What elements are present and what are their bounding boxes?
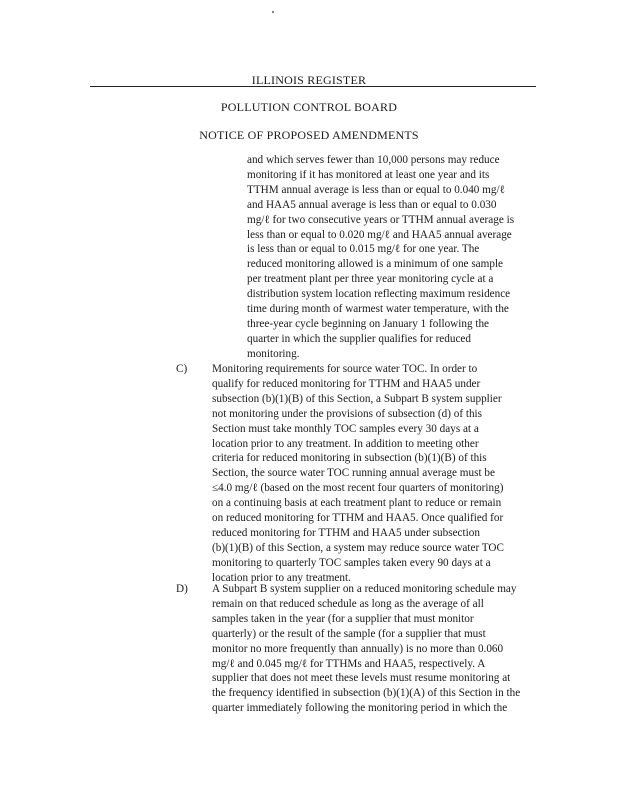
- item-d-paragraph: [212, 582, 542, 716]
- text-line: subsection (b)(1)(B) of this Section, a Subpart B system supplier: [212, 392, 502, 405]
- text-line: monitoring to quarterly TOC samples taken every 90 days at a: [212, 556, 491, 569]
- text-line: location prior to any treatment. In addition to meeting other: [212, 437, 479, 450]
- item-c-paragraph: [212, 362, 542, 586]
- text-line: distribution system location reflecting maximum residence: [247, 288, 511, 301]
- text-line: on reduced monitoring for TTHM and HAA5. Once qualified for: [212, 512, 504, 525]
- text-line: is less than or equal to 0.015 mg/ℓ for one year. The: [247, 243, 480, 256]
- notice-heading: NOTICE OF PROPOSED AMENDMENTS: [199, 128, 419, 142]
- text-line: and HAA5 annual average is less than or equal to 0.030: [247, 198, 497, 211]
- text-line: three-year cycle beginning on January 1 following the: [247, 317, 490, 330]
- text-line: A Subpart B system supplier on a reduced monitoring schedule may: [212, 583, 517, 595]
- text-line: monitor no more frequently than annually) is no more than 0.060: [212, 642, 504, 655]
- text-line: TTHM annual average is less than or equal to 0.040 mg/ℓ: [247, 183, 505, 196]
- text-line: not monitoring under the provisions of subsection (d) of this: [212, 407, 483, 420]
- text-line: (b)(1)(B) of this Section, a system may reduce source water TOC: [212, 541, 504, 554]
- text-line: Section, the source water TOC running annual average must be: [212, 467, 495, 480]
- text-line: monitoring if it has monitored at least one year and its: [247, 168, 490, 181]
- text-line: ≤4.0 mg/ℓ (based on the most recent four quarters of monitoring): [212, 482, 504, 495]
- text-line: on a continuing basis at each treatment plant to reduce or remain: [212, 497, 502, 510]
- text-line: Section must take monthly TOC samples every 30 days at a: [212, 422, 479, 435]
- text-line: time during month of warmest water temperature, with the: [247, 303, 509, 316]
- text-line: less than or equal to 0.020 mg/ℓ and HAA5 annual average: [247, 228, 512, 241]
- board-heading: POLLUTION CONTROL BOARD: [220, 100, 398, 114]
- text-line: quarter immediately following the monitoring period in which the: [212, 702, 508, 715]
- header-rule: [90, 86, 536, 87]
- text-line: mg/ℓ for two consecutive years or TTHM annual average is: [247, 213, 515, 226]
- text-line: criteria for reduced monitoring in subsection (b)(1)(B) of this: [212, 452, 487, 465]
- text-line: supplier that does not meet these levels must resume monitoring at: [212, 672, 511, 685]
- text-line: the frequency identified in subsection (b)(1)(A) of this Section in the: [212, 687, 521, 700]
- text-line: and which serves fewer than 10,000 persons may reduce: [247, 154, 500, 166]
- text-line: mg/ℓ and 0.045 mg/ℓ for TTHMs and HAA5, respectively. A: [212, 657, 486, 670]
- text-line: per treatment plant per three year monitoring cycle at a: [247, 273, 494, 286]
- item-c-marker: C): [176, 363, 188, 375]
- text-line: Monitoring requirements for source water TOC. In order to: [212, 363, 478, 375]
- item-d-marker: D): [176, 583, 188, 595]
- text-line: quarter in which the supplier qualifies for reduced: [247, 332, 471, 345]
- continued-paragraph: [247, 153, 547, 362]
- text-line: qualify for reduced monitoring for TTHM and HAA5 under: [212, 377, 481, 390]
- text-line: monitoring.: [247, 347, 300, 360]
- register-heading: ILLINOIS REGISTER: [251, 73, 367, 87]
- scan-speck: [272, 11, 274, 13]
- text-line: location prior to any treatment.: [212, 571, 351, 584]
- text-line: remain on that reduced schedule as long as the average of all: [212, 597, 484, 610]
- text-line: reduced monitoring allowed is a minimum of one sample: [247, 258, 504, 271]
- text-line: quarterly) or the result of the sample (for a supplier that must: [212, 627, 486, 640]
- text-line: reduced monitoring for TTHM and HAA5 under subsection: [212, 526, 480, 539]
- text-line: samples taken in the year (for a supplier that must monitor: [212, 612, 474, 625]
